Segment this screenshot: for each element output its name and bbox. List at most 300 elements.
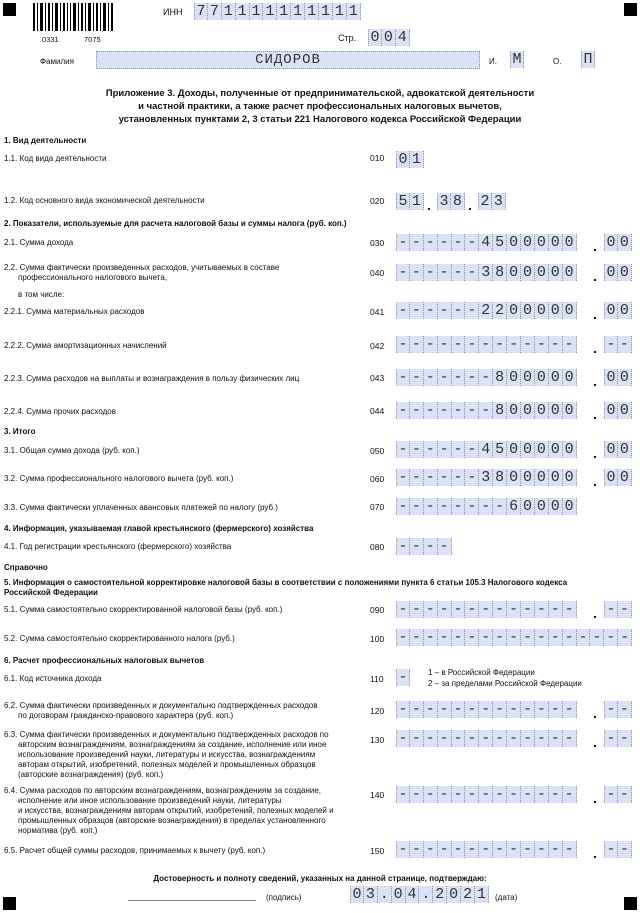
char-cell: 0 (507, 402, 521, 419)
decimal-dot: . (593, 605, 597, 621)
char-cell: - (396, 730, 410, 747)
row-3-1-rub[interactable] (396, 441, 577, 458)
section-5-title: Российской Федерации (4, 588, 98, 597)
char-cell: 3 (437, 193, 451, 210)
char-cell: 3 (479, 264, 493, 281)
row-3-3-field[interactable] (396, 498, 577, 515)
char-cell: - (424, 302, 438, 319)
decimal-dot: . (593, 734, 597, 750)
char-cell: 0 (549, 469, 563, 486)
row-2-2-4-rub[interactable] (396, 402, 577, 419)
row-6-2-code: 120 (370, 706, 385, 716)
char-cell: - (410, 264, 424, 281)
row-6-4-rub[interactable] (396, 786, 577, 803)
char-cell: - (535, 601, 549, 618)
char-cell: - (396, 469, 410, 486)
decimal-dot: . (593, 790, 597, 806)
row-1-1-field[interactable] (396, 151, 424, 168)
char-cell: - (549, 701, 563, 718)
char-cell: - (438, 469, 452, 486)
char-cell: - (465, 601, 479, 618)
row-2-2-4-kop[interactable] (604, 402, 632, 419)
char-cell: - (396, 234, 410, 251)
decimal-dot: . (593, 340, 597, 356)
char-cell: - (438, 369, 452, 386)
char-cell: 0 (535, 369, 549, 386)
char-cell: - (410, 469, 424, 486)
char-cell: - (396, 498, 410, 515)
char-cell: - (452, 469, 466, 486)
okved-part-2[interactable] (437, 193, 465, 210)
row-6-2-rub[interactable] (396, 701, 577, 718)
char-cell: - (618, 601, 632, 618)
char-cell: 4 (479, 234, 493, 251)
char-cell: 7 (194, 3, 208, 20)
row-5-1-kop[interactable] (604, 601, 632, 618)
title-line: установленных пунктами 2, 3 статьи 221 Налогового кодекса Российской Федерации (118, 114, 522, 125)
char-cell: - (438, 402, 452, 419)
char-cell: - (618, 629, 632, 646)
char-cell: - (410, 234, 424, 251)
row-6-2-label: 6.2. Сумма фактически произведенных и документально подтвержденных расходов (4, 701, 318, 710)
char-cell: 0 (618, 402, 632, 419)
char-cell: 0 (535, 264, 549, 281)
row-2-2-1-kop[interactable] (604, 302, 632, 319)
row-6-4-label: норматива (руб. коп.) (18, 826, 98, 835)
row-3-3-code: 070 (370, 502, 385, 512)
char-cell: 0 (549, 402, 563, 419)
okved-dot: . (427, 197, 431, 213)
char-cell: - (535, 841, 549, 858)
row-6-3-label: авторам открытий, изобретений, полезных моделей и промышленных образцов (18, 760, 316, 769)
char-cell: - (479, 730, 493, 747)
inn-label: ИНН (163, 7, 183, 17)
char-cell: - (452, 601, 466, 618)
row-2-2-code: 040 (370, 268, 385, 278)
char-cell: 3 (479, 469, 493, 486)
char-cell: 0 (535, 441, 549, 458)
char-cell: - (604, 786, 618, 803)
row-3-1-code: 050 (370, 446, 385, 456)
decimal-dot: . (593, 238, 597, 254)
char-cell: 0 (535, 498, 549, 515)
char-cell: 0 (563, 498, 577, 515)
char-cell: 0 (549, 302, 563, 319)
patronymic-field[interactable] (581, 51, 595, 68)
char-cell: - (465, 701, 479, 718)
decimal-dot: . (593, 406, 597, 422)
row-2-2-1-rub[interactable] (396, 302, 577, 319)
char-cell: - (549, 601, 563, 618)
row-6-4-kop[interactable] (604, 786, 632, 803)
row-5-2-code: 100 (370, 634, 385, 644)
inn-field[interactable] (194, 3, 361, 20)
row-5-1-rub[interactable] (396, 601, 577, 618)
char-cell: - (452, 841, 466, 858)
patronymic-label: О. (553, 57, 562, 66)
char-cell: 0 (507, 234, 521, 251)
char-cell: 0 (618, 441, 632, 458)
char-cell: - (563, 601, 577, 618)
row-2-2-1-code: 041 (370, 307, 385, 317)
char-cell: - (410, 841, 424, 858)
char-cell: 1 (347, 3, 361, 20)
row-6-2-kop[interactable] (604, 701, 632, 718)
char-cell: - (521, 336, 535, 353)
char-cell: 0 (521, 402, 535, 419)
char-cell: - (410, 629, 424, 646)
char-cell: - (396, 669, 410, 686)
char-cell: 0 (549, 498, 563, 515)
section-1-title: 1. Вид деятельности (4, 136, 87, 145)
row-5-2-label: 5.2. Сумма самостоятельно скорректированного налога (руб.) (4, 634, 235, 643)
char-cell: - (479, 786, 493, 803)
char-cell: 0 (521, 234, 535, 251)
char-cell: 0 (618, 264, 632, 281)
char-cell: - (452, 264, 466, 281)
row-2-2-label: в том числе: (18, 290, 65, 299)
char-cell: - (410, 441, 424, 458)
row-2-1-label: 2.1. Сумма дохода (4, 238, 74, 247)
char-cell: - (493, 701, 507, 718)
corner-marker (3, 3, 16, 16)
row-2-2-rub[interactable] (396, 264, 577, 281)
char-cell: - (507, 701, 521, 718)
char-cell: - (452, 369, 466, 386)
char-cell: 0 (382, 29, 396, 46)
char-cell: - (535, 629, 549, 646)
char-cell: - (549, 730, 563, 747)
row-6-4-label: 6.4. Сумма расходов по авторским вознаграждениям, вознаграждениям за создание, (4, 786, 322, 795)
row-6-1-label: 6.1. Код источника дохода (4, 674, 102, 683)
char-cell: - (452, 234, 466, 251)
char-cell: - (479, 402, 493, 419)
row-2-2-label: 2.2. Сумма фактически произведенных расходов, учитываемых в составе (4, 263, 280, 272)
char-cell: - (493, 841, 507, 858)
char-cell: - (410, 302, 424, 319)
decimal-dot: . (593, 306, 597, 322)
char-cell: - (452, 786, 466, 803)
char-cell: - (493, 730, 507, 747)
char-cell: 0 (549, 264, 563, 281)
char-cell: 1 (319, 3, 333, 20)
char-cell: - (465, 498, 479, 515)
char-cell: 0 (396, 151, 410, 168)
char-cell: - (563, 730, 577, 747)
row-2-2-kop[interactable] (604, 264, 632, 281)
char-cell: 0 (447, 886, 461, 903)
section-3-title: 3. Итого (4, 427, 36, 436)
decimal-dot: . (593, 845, 597, 861)
char-cell: 0 (521, 264, 535, 281)
barcode-code-right: 7075 (84, 35, 101, 44)
char-cell: 7 (208, 3, 222, 20)
row-6-1-hint: 1 – в Российской Федерации (428, 668, 535, 677)
decimal-dot: . (593, 445, 597, 461)
char-cell: - (618, 336, 632, 353)
char-cell: 0 (392, 886, 406, 903)
char-cell: 4 (406, 886, 420, 903)
date-label: (дата) (495, 893, 518, 902)
char-cell: 0 (604, 264, 618, 281)
title-line: и частной практики, а также расчет профессиональных налоговых вычетов, (138, 101, 502, 112)
char-cell: - (396, 786, 410, 803)
char-cell: - (396, 336, 410, 353)
row-6-1-field[interactable] (396, 669, 410, 686)
char-cell: - (521, 701, 535, 718)
char-cell: 0 (549, 441, 563, 458)
char-cell: - (465, 441, 479, 458)
row-6-5-code: 150 (370, 846, 385, 856)
char-cell: - (465, 336, 479, 353)
row-2-2-3-label: 2.2.3. Сумма расходов на выплаты и вознаграждения в пользу физических лиц (4, 374, 300, 383)
char-cell: - (438, 302, 452, 319)
char-cell: 0 (563, 469, 577, 486)
row-3-2-kop[interactable] (604, 469, 632, 486)
row-2-2-2-label: 2.2.2. Сумма амортизационных начислений (4, 341, 167, 350)
char-cell: - (507, 730, 521, 747)
row-2-2-3-rub[interactable] (396, 369, 577, 386)
char-cell: 1 (333, 3, 347, 20)
page-title (0, 87, 640, 126)
char-cell: 1 (263, 3, 277, 20)
char-cell: - (452, 336, 466, 353)
row-6-3-rub[interactable] (396, 730, 577, 747)
char-cell: 3 (364, 886, 378, 903)
char-cell: - (604, 701, 618, 718)
char-cell: - (465, 786, 479, 803)
row-2-2-2-rub[interactable] (396, 336, 577, 353)
row-3-2-label: 3.2. Сумма профессионального налогового вычета (руб. коп.) (4, 474, 234, 483)
char-cell: - (438, 786, 452, 803)
row-3-2-code: 060 (370, 474, 385, 484)
char-cell: - (424, 264, 438, 281)
char-cell: - (549, 336, 563, 353)
row-6-3-kop[interactable] (604, 730, 632, 747)
char-cell: 2 (479, 302, 493, 319)
char-cell: - (438, 601, 452, 618)
char-cell: . (378, 886, 392, 903)
char-cell: - (452, 498, 466, 515)
okved-part-3[interactable] (478, 193, 506, 210)
char-cell: - (535, 336, 549, 353)
char-cell: 0 (604, 302, 618, 319)
row-6-3-label: использование произведений науки, литературы и искусства, вознаграждениям (18, 750, 316, 759)
row-3-2-rub[interactable] (396, 469, 577, 486)
char-cell: 1 (291, 3, 305, 20)
char-cell: - (424, 469, 438, 486)
row-2-2-label: профессионального налогового вычета, (18, 273, 168, 282)
name-label: И. (489, 57, 497, 66)
barcode-code-left: 0331 (42, 35, 59, 44)
char-cell: 0 (618, 369, 632, 386)
char-cell: - (424, 402, 438, 419)
char-cell: - (438, 498, 452, 515)
char-cell: - (452, 730, 466, 747)
char-cell: - (479, 498, 493, 515)
char-cell: - (563, 786, 577, 803)
char-cell: 5 (493, 234, 507, 251)
char-cell: 0 (618, 234, 632, 251)
char-cell: - (465, 369, 479, 386)
char-cell: 0 (563, 441, 577, 458)
char-cell: - (438, 629, 452, 646)
char-cell: - (535, 730, 549, 747)
char-cell: 1 (222, 3, 236, 20)
char-cell: - (396, 441, 410, 458)
char-cell: - (438, 441, 452, 458)
row-2-1-rub[interactable] (396, 234, 577, 251)
row-1-2-label: 1.2. Код основного вида экономической деятельности (4, 196, 205, 205)
char-cell: - (396, 841, 410, 858)
char-cell: - (604, 601, 618, 618)
char-cell: - (507, 629, 521, 646)
char-cell: 4 (396, 29, 410, 46)
row-6-3-code: 130 (370, 735, 385, 745)
row-5-1-code: 090 (370, 605, 385, 615)
row-2-2-3-code: 043 (370, 373, 385, 383)
char-cell: - (410, 336, 424, 353)
title-line: Приложение 3. Доходы, полученные от предпринимательской, адвокатской деятельности (105, 88, 535, 99)
char-cell: - (424, 336, 438, 353)
char-cell: - (563, 336, 577, 353)
row-3-1-kop[interactable] (604, 441, 632, 458)
char-cell: 0 (563, 302, 577, 319)
char-cell: 0 (521, 469, 535, 486)
row-2-2-4-label: 2.2.4. Сумма прочих расходов (4, 407, 116, 416)
char-cell: 5 (493, 441, 507, 458)
char-cell: 0 (563, 369, 577, 386)
char-cell: - (604, 841, 618, 858)
char-cell: - (424, 629, 438, 646)
char-cell: - (424, 441, 438, 458)
char-cell: - (438, 234, 452, 251)
okved-dot: . (468, 197, 472, 213)
char-cell: - (465, 402, 479, 419)
char-cell: 1 (250, 3, 264, 20)
char-cell: 1 (277, 3, 291, 20)
section-2-title: 2. Показатели, используемые для расчета налоговой базы и суммы налога (руб. коп.) (4, 219, 347, 228)
char-cell: - (535, 701, 549, 718)
row-1-1-label: 1.1. Код вида деятельности (4, 154, 107, 163)
char-cell: - (493, 786, 507, 803)
row-6-4-label: промышленных образцов (авторские вознаграждения) в пределах установленного (18, 816, 326, 825)
char-cell: 0 (521, 369, 535, 386)
date-field[interactable] (350, 886, 489, 903)
char-cell: 1 (305, 3, 319, 20)
char-cell: 0 (604, 402, 618, 419)
row-6-5-rub[interactable] (396, 841, 577, 858)
row-5-2-field[interactable] (396, 629, 632, 646)
decimal-dot: . (593, 373, 597, 389)
row-6-2-label: по договорам гражданско-правового характера (руб. коп.) (18, 711, 234, 720)
char-cell: М (510, 51, 524, 68)
char-cell: - (438, 264, 452, 281)
char-cell: - (396, 369, 410, 386)
char-cell: - (618, 701, 632, 718)
row-6-1-code: 110 (370, 674, 384, 684)
char-cell: 0 (604, 369, 618, 386)
char-cell: - (396, 701, 410, 718)
row-2-2-2-code: 042 (370, 341, 385, 351)
char-cell: 2 (478, 193, 492, 210)
signature-line[interactable] (128, 900, 256, 901)
char-cell: 0 (563, 402, 577, 419)
char-cell: 0 (521, 498, 535, 515)
row-2-1-kop[interactable] (604, 234, 632, 251)
char-cell: - (396, 601, 410, 618)
char-cell: 1 (410, 151, 424, 168)
char-cell: - (452, 302, 466, 319)
name-field[interactable] (510, 51, 524, 68)
char-cell: 0 (618, 469, 632, 486)
char-cell: - (507, 786, 521, 803)
char-cell: - (604, 336, 618, 353)
char-cell: - (424, 538, 438, 555)
char-cell: - (521, 786, 535, 803)
char-cell: - (479, 369, 493, 386)
char-cell: - (396, 402, 410, 419)
char-cell: - (424, 841, 438, 858)
char-cell: 1 (410, 193, 424, 210)
char-cell: - (493, 498, 507, 515)
char-cell: 2 (493, 302, 507, 319)
char-cell: - (438, 538, 452, 555)
row-4-1-field[interactable] (396, 538, 452, 555)
section-5-title: 5. Информация о самостоятельной корректировке налоговой базы в соответствии с положениями пункта 6 статьи 105.3 Налогового кодекса (4, 578, 568, 587)
char-cell: - (549, 629, 563, 646)
char-cell: - (438, 841, 452, 858)
char-cell: П (581, 51, 595, 68)
char-cell: - (577, 629, 591, 646)
char-cell: - (410, 498, 424, 515)
okved-part-1[interactable] (396, 193, 424, 210)
row-6-3-label: 6.3. Сумма фактически произведенных и документально подтвержденных расходов по (4, 730, 329, 739)
row-6-5-kop[interactable] (604, 841, 632, 858)
char-cell: - (396, 629, 410, 646)
row-2-2-3-kop[interactable] (604, 369, 632, 386)
char-cell: - (618, 786, 632, 803)
char-cell: 0 (618, 302, 632, 319)
row-3-1-label: 3.1. Общая сумма дохода (руб. коп.) (4, 446, 140, 455)
row-1-1-code: 010 (370, 153, 385, 163)
char-cell: - (465, 629, 479, 646)
char-cell: 0 (535, 402, 549, 419)
char-cell: - (465, 841, 479, 858)
row-2-2-4-code: 044 (370, 406, 385, 416)
row-6-5-label: 6.5. Расчет общей суммы расходов, принимаемых к вычету (руб. коп.) (4, 846, 266, 855)
char-cell: - (396, 264, 410, 281)
row-2-2-2-kop[interactable] (604, 336, 632, 353)
char-cell: 5 (396, 193, 410, 210)
char-cell: 0 (521, 441, 535, 458)
char-cell: 0 (549, 369, 563, 386)
char-cell: 0 (507, 441, 521, 458)
surname-label: Фамилия (40, 57, 74, 66)
char-cell: - (493, 336, 507, 353)
char-cell: - (410, 601, 424, 618)
char-cell: 0 (535, 469, 549, 486)
char-cell: 6 (507, 498, 521, 515)
char-cell: 0 (535, 234, 549, 251)
decimal-dot: . (593, 473, 597, 489)
page-field[interactable] (368, 29, 410, 46)
section-6-title: 6. Расчет профессиональных налоговых вычетов (4, 656, 205, 665)
char-cell: 8 (451, 193, 465, 210)
char-cell: - (410, 730, 424, 747)
char-cell: 3 (492, 193, 506, 210)
char-cell: - (424, 786, 438, 803)
